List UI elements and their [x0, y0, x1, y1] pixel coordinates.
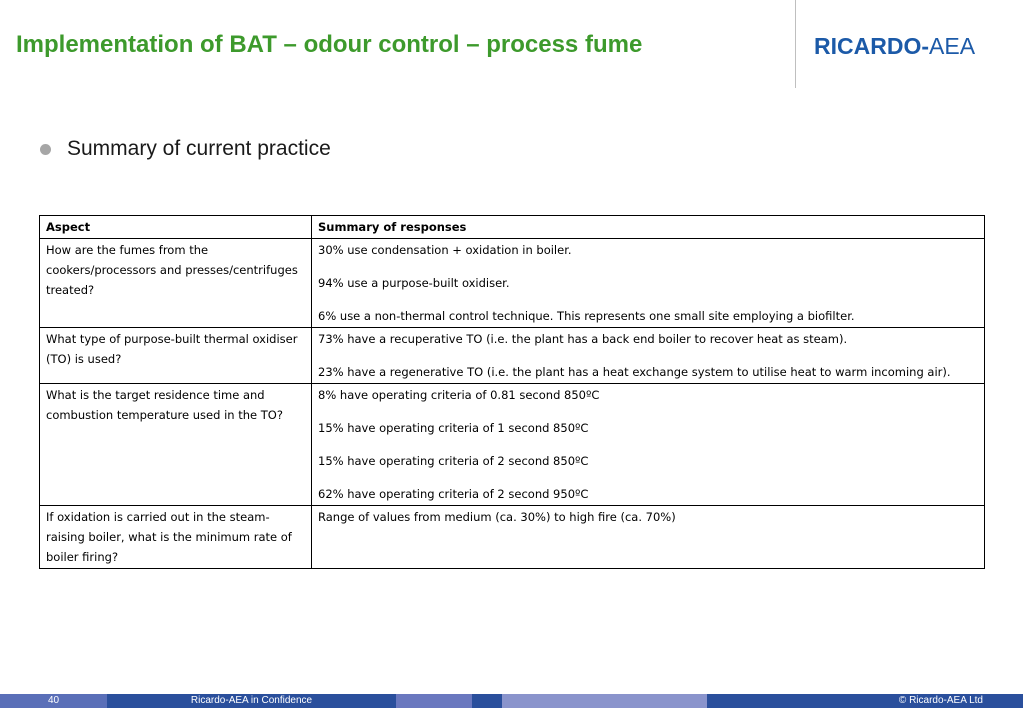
response-text: 62% have operating criteria of 2 second 950ºC	[318, 487, 589, 501]
page-number: 40	[47, 695, 60, 706]
response-text: 73% have a recuperative TO (i.e. the plant has a back end boiler to recover heat as steam).	[318, 332, 848, 346]
ricardo-aea-logo	[814, 33, 975, 60]
responses-cell	[312, 506, 985, 569]
table-row	[40, 506, 985, 569]
table-row	[40, 239, 985, 328]
responses-cell	[312, 384, 985, 506]
footer-segment	[502, 694, 707, 708]
table-row	[40, 328, 985, 384]
footer-segment	[0, 694, 107, 708]
bullet-dot-icon	[40, 144, 51, 155]
copyright-label: © Ricardo-AEA Ltd	[898, 695, 983, 706]
response-text: 6% use a non-thermal control technique. This represents one small site employing a biofilter.	[318, 309, 855, 323]
header-summary: Summary of responses	[312, 216, 985, 239]
aspect-cell: If oxidation is carried out in the steam-raising boiler, what is the minimum rate of boiler firing?	[40, 506, 312, 569]
response-text: 15% have operating criteria of 1 second 850ºC	[318, 421, 589, 435]
footer-segment	[107, 694, 396, 708]
response-text: 94% use a purpose-built oxidiser.	[318, 276, 510, 290]
response-text: 23% have a regenerative TO (i.e. the plant has a heat exchange system to utilise heat to warm incoming air).	[318, 365, 951, 379]
summary-table	[39, 215, 985, 569]
responses-cell	[312, 328, 985, 384]
response-text: Range of values from medium (ca. 30%) to high fire (ca. 70%)	[318, 510, 676, 524]
response-text: 30% use condensation + oxidation in boiler.	[318, 243, 572, 257]
response-text: 8% have operating criteria of 0.81 second 850ºC	[318, 388, 600, 402]
table-row	[40, 384, 985, 506]
logo-text-ricardo: RICARDO	[814, 33, 922, 59]
header-aspect: Aspect	[40, 216, 312, 239]
footer-segment	[472, 694, 502, 708]
logo-text-aea: AEA	[929, 33, 976, 59]
aspect-cell: What is the target residence time and combustion temperature used in the TO?	[40, 384, 312, 506]
table-header-row	[40, 216, 985, 239]
footer-segment	[396, 694, 472, 708]
bullet-item	[40, 137, 331, 161]
aspect-cell: What type of purpose-built thermal oxidiser (TO) is used?	[40, 328, 312, 384]
response-text: 15% have operating criteria of 2 second 850ºC	[318, 454, 589, 468]
bullet-text: Summary of current practice	[67, 137, 331, 160]
footer-bar	[0, 694, 1023, 708]
confidential-label: Ricardo-AEA in Confidence	[190, 695, 313, 706]
footer-segment	[707, 694, 1023, 708]
slide-title: Implementation of BAT – odour control – process fume	[16, 31, 643, 58]
header-divider	[795, 0, 796, 88]
responses-cell	[312, 239, 985, 328]
aspect-cell: How are the fumes from the cookers/processors and presses/centrifuges treated?	[40, 239, 312, 328]
logo-separator: -	[921, 33, 930, 59]
